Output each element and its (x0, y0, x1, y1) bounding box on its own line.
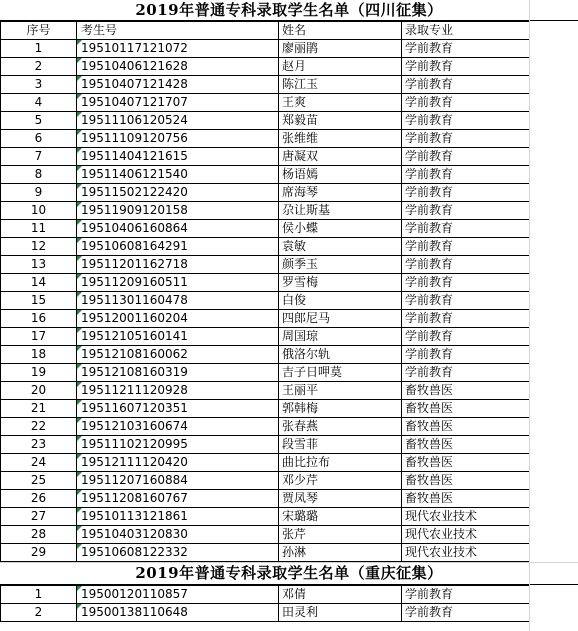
cell-index[interactable]: 2 (1, 58, 77, 76)
table-row (1, 364, 530, 382)
text-number-flag-icon (77, 94, 82, 99)
text-number-flag-icon (77, 130, 82, 135)
text-number-flag-icon (77, 508, 82, 513)
table-row (1, 112, 530, 130)
cell-major[interactable]: 学前教育 (402, 604, 530, 622)
cell-major[interactable]: 学前教育 (402, 256, 530, 274)
table-row (1, 256, 530, 274)
cell-exam-number[interactable] (77, 238, 279, 256)
exam-number-text: 19510608164291 (81, 239, 188, 253)
exam-number-text: 19512001160204 (81, 311, 188, 325)
exam-number-text: 19510407121428 (81, 77, 188, 91)
cell-index[interactable]: 25 (1, 472, 77, 490)
table-row (1, 400, 530, 418)
cell-index[interactable]: 1 (1, 40, 77, 58)
table-row (1, 328, 530, 346)
cell-name[interactable]: 四郎尼马 (279, 310, 402, 328)
table-row (1, 76, 530, 94)
cell-exam-number[interactable] (77, 112, 279, 130)
cell-major[interactable]: 学前教育 (402, 238, 530, 256)
cell-major[interactable]: 畜牧兽医 (402, 382, 530, 400)
chongqing-list-title: 2019年普通专科录取学生名单（重庆征集） (0, 562, 578, 585)
cell-exam-number[interactable] (77, 604, 279, 622)
sheet-gridline (529, 0, 530, 631)
exam-number-text: 19511102120995 (81, 437, 188, 451)
table-row (1, 40, 530, 58)
cell-exam-number[interactable] (77, 508, 279, 526)
cell-index[interactable]: 27 (1, 508, 77, 526)
cell-name[interactable]: 田灵利 (279, 604, 402, 622)
text-number-flag-icon (77, 40, 82, 45)
exam-number-text: 19500138110648 (81, 605, 188, 619)
cell-major[interactable]: 畜牧兽医 (402, 472, 530, 490)
cell-major[interactable]: 学前教育 (402, 184, 530, 202)
cell-major[interactable]: 畜牧兽医 (402, 418, 530, 436)
exam-number-text: 19511209160511 (81, 275, 188, 289)
cell-exam-number[interactable] (77, 526, 279, 544)
table-row (1, 418, 530, 436)
table-row (1, 508, 530, 526)
exam-number-text: 19510406160864 (81, 221, 188, 235)
exam-number-text: 19512111120420 (81, 455, 188, 469)
cell-exam-number[interactable] (77, 586, 279, 604)
table-header-row (1, 22, 530, 40)
text-number-flag-icon (77, 166, 82, 171)
cell-index[interactable]: 8 (1, 166, 77, 184)
cell-name[interactable]: 王爽 (279, 94, 402, 112)
cell-exam-number[interactable] (77, 274, 279, 292)
cell-name[interactable]: 尕让斯基 (279, 202, 402, 220)
cell-major[interactable]: 现代农业技术 (402, 526, 530, 544)
cell-exam-number[interactable] (77, 310, 279, 328)
cell-exam-number[interactable] (77, 400, 279, 418)
cell-exam-number[interactable] (77, 130, 279, 148)
table-row (1, 526, 530, 544)
exam-number-text: 19510113121861 (81, 509, 188, 523)
header-name[interactable]: 姓名 (279, 22, 402, 40)
cell-major[interactable]: 学前教育 (402, 166, 530, 184)
cell-name[interactable]: 张春燕 (279, 418, 402, 436)
cell-major[interactable]: 学前教育 (402, 346, 530, 364)
exam-number-text: 19511301160478 (81, 293, 188, 307)
table-row (1, 382, 530, 400)
cell-name[interactable]: 贾凤琴 (279, 490, 402, 508)
cell-index[interactable]: 15 (1, 292, 77, 310)
cell-major[interactable]: 畜牧兽医 (402, 454, 530, 472)
table-row (1, 58, 530, 76)
cell-major[interactable]: 现代农业技术 (402, 508, 530, 526)
text-number-flag-icon (77, 328, 82, 333)
cell-exam-number[interactable] (77, 454, 279, 472)
table-row (1, 544, 530, 562)
cell-name[interactable]: 唐凝双 (279, 148, 402, 166)
cell-name[interactable]: 曲比拉布 (279, 454, 402, 472)
cell-index[interactable]: 16 (1, 310, 77, 328)
cell-name[interactable]: 张芹 (279, 526, 402, 544)
cell-index[interactable]: 2 (1, 604, 77, 622)
cell-index[interactable]: 22 (1, 418, 77, 436)
cell-major[interactable]: 学前教育 (402, 58, 530, 76)
table-row (1, 472, 530, 490)
cell-name[interactable]: 邓少芹 (279, 472, 402, 490)
cell-name[interactable]: 段雪菲 (279, 436, 402, 454)
cell-major[interactable]: 现代农业技术 (402, 544, 530, 562)
cell-name[interactable]: 郑毅苗 (279, 112, 402, 130)
cell-major[interactable]: 畜牧兽医 (402, 436, 530, 454)
text-number-flag-icon (77, 346, 82, 351)
cell-index[interactable]: 7 (1, 148, 77, 166)
text-number-flag-icon (77, 112, 82, 117)
cell-index[interactable]: 18 (1, 346, 77, 364)
cell-name[interactable]: 郭韩梅 (279, 400, 402, 418)
text-number-flag-icon (77, 382, 82, 387)
cell-index[interactable]: 23 (1, 436, 77, 454)
table-row (1, 490, 530, 508)
cell-index[interactable]: 19 (1, 364, 77, 382)
cell-index[interactable]: 11 (1, 220, 77, 238)
cell-name[interactable]: 侯小蝶 (279, 220, 402, 238)
cell-exam-number[interactable] (77, 382, 279, 400)
cell-exam-number[interactable] (77, 166, 279, 184)
text-number-flag-icon (77, 544, 82, 549)
text-number-flag-icon (77, 436, 82, 441)
sichuan-table-body (1, 40, 530, 562)
cell-name[interactable]: 宋璐璐 (279, 508, 402, 526)
exam-number-text: 19510403120830 (81, 527, 188, 541)
exam-number-text: 19511502122420 (81, 185, 188, 199)
exam-number-text: 19510608122332 (81, 545, 188, 559)
cell-major[interactable]: 学前教育 (402, 586, 530, 604)
cell-name[interactable]: 邓倩 (279, 586, 402, 604)
cell-index[interactable]: 3 (1, 76, 77, 94)
cell-name[interactable]: 吉子日呷莫 (279, 364, 402, 382)
cell-exam-number[interactable] (77, 184, 279, 202)
header-index[interactable]: 序号 (1, 22, 77, 40)
table-row (1, 586, 530, 604)
table-row (1, 130, 530, 148)
text-number-flag-icon (77, 58, 82, 63)
cell-name[interactable]: 俄洛尔轨 (279, 346, 402, 364)
cell-name[interactable]: 陈江玉 (279, 76, 402, 94)
cell-name[interactable]: 白俊 (279, 292, 402, 310)
cell-exam-number[interactable] (77, 76, 279, 94)
table-row (1, 94, 530, 112)
text-number-flag-icon (77, 238, 82, 243)
cell-exam-number[interactable] (77, 364, 279, 382)
cell-index[interactable]: 10 (1, 202, 77, 220)
exam-number-text: 19511109120756 (81, 131, 188, 145)
cell-exam-number[interactable] (77, 418, 279, 436)
table-row (1, 238, 530, 256)
cell-index[interactable]: 21 (1, 400, 77, 418)
table-row (1, 454, 530, 472)
sichuan-list-title: 2019年普通专科录取学生名单（四川征集） (0, 0, 578, 21)
cell-index[interactable]: 12 (1, 238, 77, 256)
cell-name[interactable]: 席海琴 (279, 184, 402, 202)
cell-name[interactable]: 张维维 (279, 130, 402, 148)
table-row (1, 604, 530, 622)
cell-exam-number[interactable] (77, 220, 279, 238)
cell-name[interactable]: 孙淋 (279, 544, 402, 562)
cell-index[interactable]: 1 (1, 586, 77, 604)
cell-name[interactable]: 廖丽鹃 (279, 40, 402, 58)
table-row (1, 346, 530, 364)
cell-exam-number[interactable] (77, 94, 279, 112)
text-number-flag-icon (77, 490, 82, 495)
cell-name[interactable]: 袁敏 (279, 238, 402, 256)
table-row (1, 148, 530, 166)
exam-number-text: 19511106120524 (81, 113, 188, 127)
text-number-flag-icon (77, 400, 82, 405)
cell-name[interactable]: 罗雪梅 (279, 274, 402, 292)
table-row (1, 184, 530, 202)
exam-number-text: 19511201162718 (81, 257, 188, 271)
text-number-flag-icon (77, 256, 82, 261)
cell-name[interactable]: 赵月 (279, 58, 402, 76)
cell-exam-number[interactable] (77, 148, 279, 166)
exam-number-text: 19511208160767 (81, 491, 188, 505)
text-number-flag-icon (77, 310, 82, 315)
cell-index[interactable]: 29 (1, 544, 77, 562)
cell-major[interactable]: 学前教育 (402, 94, 530, 112)
cell-exam-number[interactable] (77, 202, 279, 220)
table-row (1, 166, 530, 184)
cell-exam-number[interactable] (77, 292, 279, 310)
text-number-flag-icon (77, 148, 82, 153)
text-number-flag-icon (77, 454, 82, 459)
cell-exam-number[interactable] (77, 256, 279, 274)
text-number-flag-icon (77, 202, 82, 207)
text-number-flag-icon (77, 472, 82, 477)
cell-exam-number[interactable] (77, 58, 279, 76)
text-number-flag-icon (77, 418, 82, 423)
text-number-flag-icon (77, 364, 82, 369)
text-number-flag-icon (77, 292, 82, 297)
cell-exam-number[interactable] (77, 544, 279, 562)
exam-number-text: 19511207160884 (81, 473, 188, 487)
sichuan-admission-table (0, 21, 530, 562)
cell-major[interactable]: 畜牧兽医 (402, 400, 530, 418)
cell-index[interactable]: 4 (1, 94, 77, 112)
cell-exam-number[interactable] (77, 472, 279, 490)
cell-major[interactable]: 学前教育 (402, 112, 530, 130)
cell-major[interactable]: 学前教育 (402, 310, 530, 328)
text-number-flag-icon (77, 586, 82, 591)
cell-major[interactable]: 学前教育 (402, 328, 530, 346)
cell-name[interactable]: 杨语嫣 (279, 166, 402, 184)
cell-major[interactable]: 学前教育 (402, 76, 530, 94)
exam-number-text: 19512108160062 (81, 347, 188, 361)
cell-name[interactable]: 周国琼 (279, 328, 402, 346)
cell-major[interactable]: 学前教育 (402, 130, 530, 148)
cell-major[interactable]: 畜牧兽医 (402, 490, 530, 508)
text-number-flag-icon (77, 76, 82, 81)
exam-number-text: 19510117121072 (81, 41, 188, 55)
cell-major[interactable]: 学前教育 (402, 292, 530, 310)
cell-index[interactable]: 13 (1, 256, 77, 274)
exam-number-text: 19511607120351 (81, 401, 188, 415)
exam-number-text: 19511406121540 (81, 167, 188, 181)
cell-index[interactable]: 28 (1, 526, 77, 544)
exam-number-text: 19512105160141 (81, 329, 188, 343)
cell-index[interactable]: 20 (1, 382, 77, 400)
cell-index[interactable]: 24 (1, 454, 77, 472)
exam-number-text: 19512108160319 (81, 365, 188, 379)
table-row (1, 310, 530, 328)
cell-exam-number[interactable] (77, 328, 279, 346)
cell-major[interactable]: 学前教育 (402, 148, 530, 166)
cell-exam-number[interactable] (77, 436, 279, 454)
cell-exam-number[interactable] (77, 40, 279, 58)
text-number-flag-icon (77, 604, 82, 609)
exam-number-text: 19510407121707 (81, 95, 188, 109)
cell-name[interactable]: 王丽平 (279, 382, 402, 400)
cell-index[interactable]: 6 (1, 130, 77, 148)
header-exam-number[interactable]: 考生号 (77, 22, 279, 40)
exam-number-text: 19510406121628 (81, 59, 188, 73)
cell-index[interactable]: 5 (1, 112, 77, 130)
chongqing-admission-table (0, 585, 530, 622)
cell-index[interactable]: 26 (1, 490, 77, 508)
text-number-flag-icon (77, 274, 82, 279)
exam-number-text: 19511404121615 (81, 149, 188, 163)
cell-index[interactable]: 17 (1, 328, 77, 346)
table-row (1, 220, 530, 238)
cell-major[interactable]: 学前教育 (402, 40, 530, 58)
cell-exam-number[interactable] (77, 346, 279, 364)
chongqing-table-body (1, 586, 530, 622)
text-number-flag-icon (77, 220, 82, 225)
exam-number-text: 19511909120158 (81, 203, 188, 217)
exam-number-text: 19512103160674 (81, 419, 188, 433)
cell-name[interactable]: 颜季玉 (279, 256, 402, 274)
cell-major[interactable]: 学前教育 (402, 202, 530, 220)
header-major[interactable]: 录取专业 (402, 22, 530, 40)
table-row (1, 436, 530, 454)
text-number-flag-icon (77, 526, 82, 531)
table-row (1, 274, 530, 292)
exam-number-text: 19511211120928 (81, 383, 188, 397)
cell-major[interactable]: 学前教育 (402, 364, 530, 382)
table-row (1, 202, 530, 220)
cell-index[interactable]: 14 (1, 274, 77, 292)
cell-exam-number[interactable] (77, 490, 279, 508)
text-number-flag-icon (77, 184, 82, 189)
cell-major[interactable]: 学前教育 (402, 220, 530, 238)
cell-major[interactable]: 学前教育 (402, 274, 530, 292)
exam-number-text: 19500120110857 (81, 587, 188, 601)
table-row (1, 292, 530, 310)
cell-index[interactable]: 9 (1, 184, 77, 202)
